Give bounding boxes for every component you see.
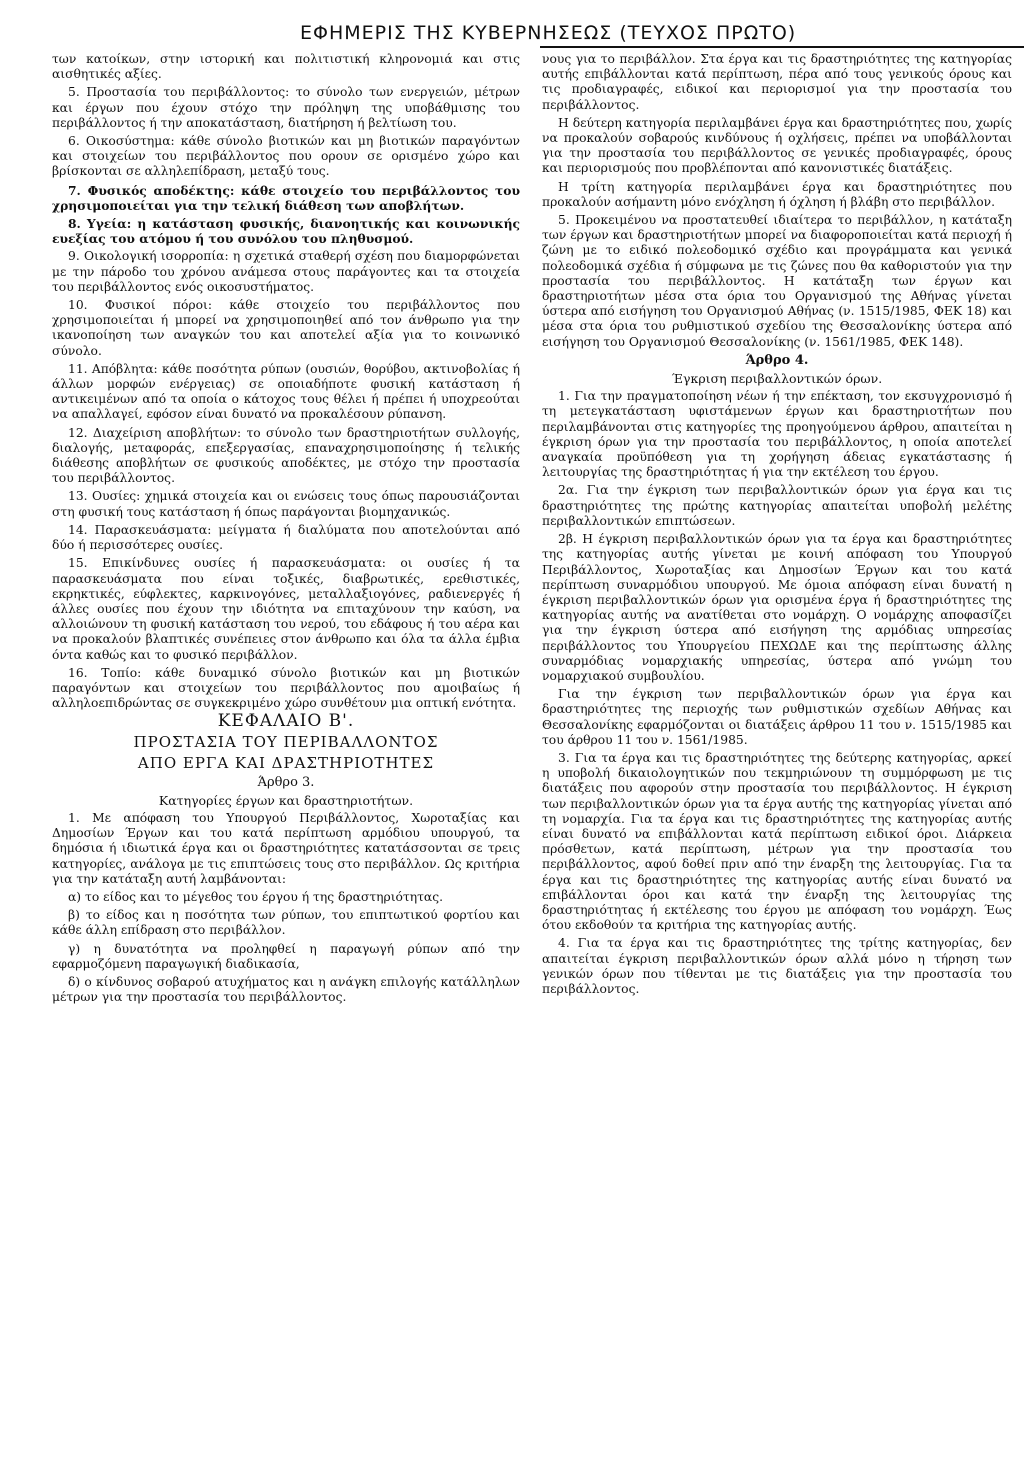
left-column bbox=[52, 52, 520, 1452]
definition-5: 5. Προστασία του περιβάλλοντος: το σύνολο των ενεργειών, μέτρων και έργων που έχουν στόχο την πρόληψη της υποβάθμισης του περιβάλλοντος ή την αποκατάσταση, διατήρηση ή βελτίωση του. bbox=[52, 85, 520, 130]
paragraph: των κατοίκων, στην ιστορική και πολιτιστική κληρονομιά και στις αισθητικές αξίες. bbox=[52, 52, 520, 82]
article-4-paragraph-1: 1. Για την πραγματοποίηση νέων ή την επέκταση, τον εκσυγχρονισμό ή τη μετεγκατάσταση υφιστάμενων έργων και δραστηριοτήτων που περιλαμβάνονται στις κατηγορίες της προηγούμενου άρθρου, απαιτείται η έγκριση όρων για την προστασία του περιβάλλοντος, η οποία αποτελεί αναγκαία προϋπόθεση για τη χορήγηση άδειας εγκατάστασης ή λειτουργίας της δραστηριότητας ή για την εκτέλεση του έργου. bbox=[542, 389, 1012, 480]
header-rule bbox=[540, 46, 1024, 48]
article-4-paragraph-2a: 2α. Για την έγκριση των περιβαλλοντικών όρων για έργα και τις δραστηριότητες της πρώτης κατηγορίας απαιτείται υποβολή μελέτης περιβαλλοντικών επιπτώσεων. bbox=[542, 483, 1012, 528]
article-4-paragraph-3: 3. Για τα έργα και τις δραστηριότητες της δεύτερης κατηγορίας, αρκεί η υποβολή δικαιολογητικών που τεκμηριώνουν τη συμμόρφωση με τις διατάξεις που αφορούν στην προστασία του περιβάλλοντος. Η έγκριση των περιβαλλοντικών όρων για τα έργα αυτής της κατηγορίας γίνεται από τη νομαρχία. Για τα έργα και τις δραστηριότητες της κατηγορίας αυτής είναι δυνατό να επιβάλλονται κατά περίπτωση ειδικοί όροι. Διάρκεια πρόσθετων, κατά περίπτωση, μέτρων για την προστασία του περιβάλλοντος, αφού δοθεί πριν από την έναρξη της λειτουργίας. Για τα έργα και τις δραστηριότητες της κατηγορίας αυτής είναι δυνατό να επιβάλλονται όροι και κατά την έναρξη της λειτουργίας της δραστηριότητας ή εκτέλεσης του έργου με απόφαση του νομάρχη. Έως ότου εκδοθούν τα κριτήρια της κατηγορίας αυτής. bbox=[542, 750, 1012, 933]
paragraph: Η δεύτερη κατηγορία περιλαμβάνει έργα και δραστηριότητες που, χωρίς να προκαλούν σοβαρούς κινδύνους ή οχλήσεις, πρέπει να υποβάλλονται για την προστασία του περιβάλλοντος σε γενικές προδιαγραφές, όρους και περιορισμούς που προβλέπονται από κανονιστικές διατάξεις. bbox=[542, 115, 1012, 176]
article-3-item-d: δ) ο κίνδυνος σοβαρού ατυχήματος και η ανάγκη επιλογής κατάλληλων μέτρων για την προστασία του περιβάλλοντος. bbox=[52, 974, 520, 1005]
definition-6: 6. Οικοσύστημα: κάθε σύνολο βιοτικών και μη βιοτικών παραγόντων και στοιχείων του περιβάλλοντος που ορουν σε ορισμένο χώρο και βρίσκονται σε αλληλεπίδραση, μεταξύ τους. bbox=[52, 134, 520, 179]
chapter-title: ΚΕΦΑΛΑΙΟ Β'. bbox=[217, 711, 355, 732]
article-4-paragraph-2b: 2β. Η έγκριση περιβαλλοντικών όρων για τα έργα και δραστηριότητες της κατηγορίας αυτής γίνεται με κοινή απόφαση του Υπουργού Περιβάλλοντος, Χωροταξίας και Δημοσίων Έργων και του κατά περίπτωση συναρμόδιου υπουργού. Με όμοια απόφαση είναι δυνατή η έγκριση περιβαλλοντικών όρων για ορισμένα έργα ή δραστηριότητες της κατηγορίας αυτής να ανατίθεται στο νομάρχη. Ο νομάρχης αποφασίζει για την έγκριση ύστερα από εισήγηση της αρμόδιας υπηρεσίας περιβάλλοντος του Υπουργείου ΠΕΧΩΔΕ και της περίπτωσης άλλης συναρμόδιας νομαρχιακής υπηρεσίας, ύστερα από γνώμη του νομαρχιακού συμβουλίου. bbox=[542, 532, 1012, 683]
definition-8: 8. Υγεία: η κατάσταση φυσικής, διανοητικής και κοινωνικής ευεξίας του ατόμου ή του συνόλου του πληθυσμού. bbox=[52, 216, 520, 247]
definition-15: 15. Επικίνδυνες ουσίες ή παρασκευάσματα: οι ουσίες ή τα παρασκευάσματα που είναι τοξικές, διαβρωτικές, ερεθιστικές, εκρηκτικές, εύφλεκτες, καρκινογόνες, μεταλλαξιογόνες, ραδιενεργές ή άλλες ουσίες που έχουν την ιδιότητα να επιταχύνουν την καύση, να αλλοιώνουν τη φυσική κατάσταση του νερού, του εδάφους ή του αέρα και να προκαλούν βλαπτικές συνέπειες στον άνθρωπο και όλα τα άλλα έμβια όντα καθώς και το φυσικό περιβάλλον. bbox=[52, 556, 520, 662]
article-4-paragraph-2c: Για την έγκριση των περιβαλλοντικών όρων για έργα και δραστηριότητες της περιοχής των ρυθμιστικών σχεδίων Αθήνας και Θεσσαλονίκης εφαρμόζονται οι διατάξεις άρθρου 11 του ν. 1515/1985 και του άρθρου 11 του ν. 1561/1985. bbox=[542, 687, 1012, 747]
article-4-paragraph-4: 4. Για τα έργα και τις δραστηριότητες της τρίτης κατηγορίας, δεν απαιτείται έγκριση περιβαλλοντικών όρων αλλά μόνο η τήρηση των γενικών όρων που τίθενται με τις διατάξεις για την προστασία του περιβάλλοντος. bbox=[542, 936, 1012, 996]
gazette-title: ΕΦΗΜΕΡΙΣ ΤΗΣ ΚΥΒΕΡΝΗΣΕΩΣ (ΤΕΥΧΟΣ ΠΡΩΤΟ) bbox=[300, 22, 797, 44]
section-heading-line1: ΠΡΟΣΤΑΣΙΑ ΤΟΥ ΠΕΡΙΒΑΛΛΟΝΤΟΣ bbox=[133, 732, 439, 751]
article-3-subtitle: Κατηγορίες έργων και δραστηριοτήτων. bbox=[158, 792, 414, 808]
article-3-item-c: γ) η δυνατότητα να προληφθεί η παραγωγή ρύπων από την εφαρμοζόμενη παραγωγική διαδικασία, bbox=[52, 941, 520, 971]
article-4-title: Άρθρο 4. bbox=[745, 352, 809, 368]
article-4-subtitle: Έγκριση περιβαλλοντικών όρων. bbox=[671, 371, 883, 387]
definition-16: 16. Τοπίο: κάθε δυναμικό σύνολο βιοτικών και μη βιοτικών παραγόντων και στοιχείων του περιβάλλοντος που αμοιβαίως ή αλληλοεπιδρώντας σε συγκεκριμένο χώρο συνθέτουν μια οπτική ενότητα. bbox=[52, 665, 520, 711]
right-column bbox=[542, 52, 1012, 1452]
definition-10: 10. Φυσικοί πόροι: κάθε στοιχείο του περιβάλλοντος που χρησιμοποιείται ή μπορεί να χρησιμοποιηθεί από τον άνθρωπο για την ικανοποίηση των αναγκών του και αποτελεί αξία για το κοινωνικό σύνολο. bbox=[52, 298, 520, 358]
section-heading-line2: ΑΠΟ ΕΡΓΑ ΚΑΙ ΔΡΑΣΤΗΡΙΟΤΗΤΕΣ bbox=[137, 753, 435, 772]
definition-13: 13. Ουσίες: χημικά στοιχεία και οι ενώσεις τους όπως παρουσιάζονται στη φυσική τους κατάσταση ή όπως παράγονται βιομηχανικώς. bbox=[52, 489, 520, 519]
paragraph: 5. Προκειμένου να προστατευθεί ιδιαίτερα το περιβάλλον, η κατάταξη των έργων και δραστηριοτήτων μπορεί να διαφοροποιείται κατά περιοχή ή ζώνη με το ειδικό πολεοδομικό σχέδιο και προγράμματα και γενικά πολεοδομικά σχέδια ή σύμφωνα με τις ζώνες που θα καθοριστούν για την προστασία του περιβάλλοντος. Η κατάταξη των έργων και δραστηριοτήτων μέσα στα όρια του Οργανισμού της Αθήνας γίνεται ύστερα από εισήγηση του Οργανισμού Αθήνας (ν. 1515/1985, ΦΕΚ 18) και μέσα στα όρια του ρυθμιστικού σχεδίου της Θεσσαλονίκης ύστερα από εισήγηση του Οργανισμού Θεσσαλονίκης (ν. 1561/1985, ΦΕΚ 148). bbox=[542, 213, 1012, 349]
page-header bbox=[0, 22, 1024, 48]
definition-7: 7. Φυσικός αποδέκτης: κάθε στοιχείο του περιβάλλοντος του χρησιμοποιείται για την τελική διάθεση των αποβλήτων. bbox=[52, 182, 520, 213]
article-3-item-b: β) το είδος και η ποσότητα των ρύπων, του επιπτωτικού φορτίου και κάθε άλλη επίδραση στο περιβάλλον. bbox=[52, 908, 520, 938]
definition-12: 12. Διαχείριση αποβλήτων: το σύνολο των δραστηριοτήτων συλλογής, διαλογής, μεταφοράς, επεξεργασίας, επαναχρησιμοποίησης ή τελικής διάθεσης αποβλήτων σε φυσικούς αποδέκτες, με στόχο την προστασία του περιβάλλοντος. bbox=[52, 425, 520, 486]
paragraph: νους για το περιβάλλον. Στα έργα και τις δραστηριότητες της κατηγορίας αυτής επιβάλλονται κατά περίπτωση, πέρα από τους γενικούς όρους και τις προδιαγραφές, ειδικοί και περιορισμοί για την προστασία του περιβάλλοντος. bbox=[542, 52, 1012, 112]
article-3-title: Άρθρο 3. bbox=[257, 774, 315, 790]
definition-11: 11. Απόβλητα: κάθε ποσότητα ρύπων (ουσιών, θορύβου, ακτινοβολίας ή άλλων μορφών ενέργειας) σε οποιαδήποτε φυσική κατάσταση ή αντικειμένων από τα οποία ο κάτοχος τους θέλει ή πρέπει ή υποχρεούται να απαλλαγεί, εφόσον είναι δυνατό να προκαλέσουν ρύπανση. bbox=[52, 361, 520, 422]
definition-9: 9. Οικολογική ισορροπία: η σχετικά σταθερή σχέση που διαμορφώνεται με την πάροδο του χρόνου ανάμεσα στους παράγοντες και τα στοιχεία του περιβάλλοντος ενός οικοσυστήματος. bbox=[52, 249, 520, 294]
article-3-item-a: α) το είδος και το μέγεθος του έργου ή της δραστηριότητας. bbox=[68, 889, 444, 904]
definition-14: 14. Παρασκευάσματα: μείγματα ή διαλύματα που αποτελούνται από δύο ή περισσότερες ουσίες. bbox=[52, 522, 520, 553]
paragraph: Η τρίτη κατηγορία περιλαμβάνει έργα και δραστηριότητες που προκαλούν ασήμαντη μόνο ενόχληση ή όχληση ή βλάβη στο περιβάλλον. bbox=[542, 179, 1012, 209]
article-3-paragraph-1: 1. Με απόφαση του Υπουργού Περιβάλλοντος, Χωροταξίας και Δημοσίων Έργων και του κατά περίπτωση αρμόδιου υπουργού, τα δημόσια ή ιδιωτικά έργα και οι δραστηριότητες κατατάσσονται σε τρεις κατηγορίες, ανάλογα με τις επιπτώσεις τους στο περιβάλλον. Ως κριτήρια για την κατάταξη αυτή λαμβάνονται: bbox=[52, 810, 520, 886]
